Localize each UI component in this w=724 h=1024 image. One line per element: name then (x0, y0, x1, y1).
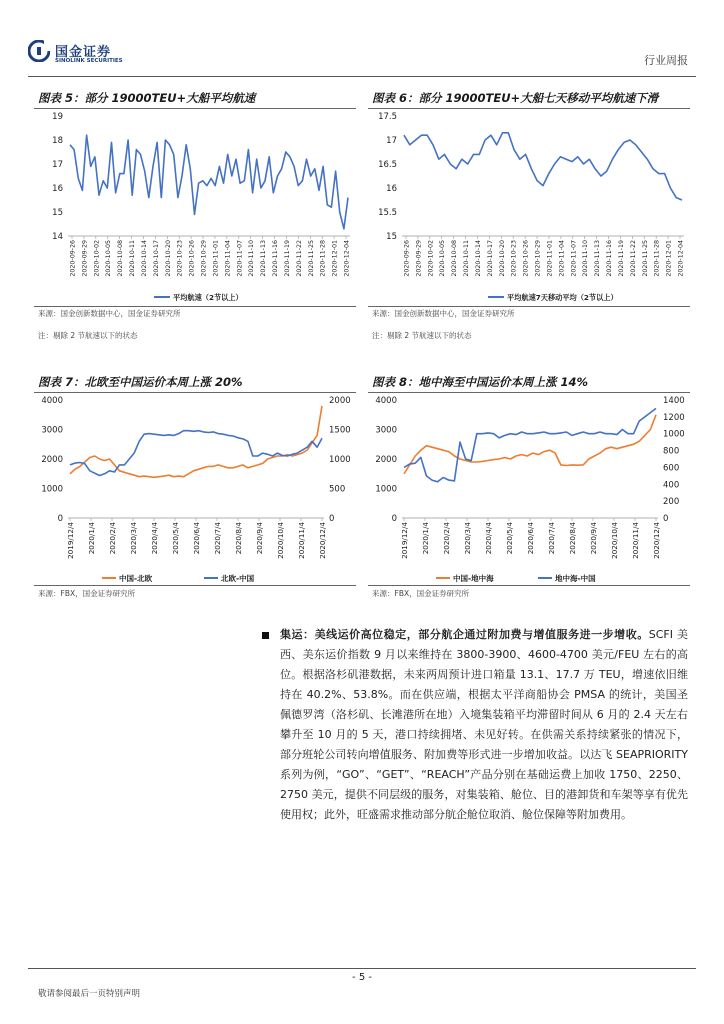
x-tick-label: 2019/12/4 (66, 522, 75, 559)
x-tick-label: 2020/1/4 (421, 522, 430, 555)
x-tick-label: 2019/12/4 (400, 522, 409, 559)
y-tick-label: 18 (52, 136, 63, 146)
x-tick-label: 2020-09-26 (403, 240, 411, 277)
figure8-title: 图表 8：地中海至中国运价本周上涨 14% (372, 375, 589, 389)
x-tick-label: 2020/12/4 (652, 522, 661, 559)
x-tick-label: 2020-12-01 (665, 240, 673, 277)
y-right-tick-label: 600 (663, 463, 680, 474)
y-right-tick-label: 400 (663, 480, 680, 491)
y-tick-label: 17 (386, 136, 397, 146)
y-right-tick-label: 500 (329, 484, 346, 495)
x-tick-label: 2020/2/4 (442, 522, 451, 555)
x-tick-label: 2020-10-20 (164, 240, 172, 277)
report-type: 行业周报 (644, 54, 688, 67)
body-text: SCFI 美西、美东运价指数 9 月以来维持在 3800-3900、4600-4700 美元/FEU 左右的高位。根据洛杉矶港数据，未来两周预计进口箱量 13.1、17.7 万 TEU，增速依旧维持在 40.2%、53.8%。而在供应端，根据太平洋商船协会 PMSA 的统计，美国圣佩德罗湾（洛杉矶、长滩港所在地）入境集装箱平均滞留时间从 6 月的 2.4 天左右攀升至 10 月的 5 天，港口持续拥堵、未见好转。在供需关系持续紧张的情况下，部分班轮公司转向增值服务、附加费等形式进一步增加收益。以达飞 SEAPRIORITY 系列为例，“GO”、“GET”、“REACH”产品分别在基础运费上加收 1750、2250、2750 美元，提供不同层级的服务，对集装箱、舱位、目的港卸货和车架等享有优先使用权；此外，旺盛需求推动部分航企舱位取消、舱位保障等附加费用。 (280, 628, 689, 821)
figure6-source: 来源：国金创新数据中心，国金证券研究所 (372, 309, 515, 318)
legend-label-b: 地中海-中国 (555, 574, 596, 583)
x-tick-label: 2020-11-28 (319, 240, 327, 277)
x-tick-label: 2020-12-01 (331, 240, 339, 277)
x-tick-label: 2020-11-19 (283, 240, 291, 277)
x-tick-label: 2020/6/4 (192, 522, 201, 555)
footer-disclaimer: 敬请参阅最后一页特别声明 (38, 989, 141, 999)
x-tick-label: 2020-10-20 (498, 240, 506, 277)
y-left-tick-label: 1000 (375, 484, 397, 495)
x-tick-label: 2020/1/4 (87, 522, 96, 555)
y-right-tick-label: 800 (663, 446, 680, 457)
x-tick-label: 2020-10-17 (152, 240, 160, 277)
y-right-tick-label: 1000 (329, 455, 351, 465)
brand-name-en: SINOLINK SECURITIES (55, 58, 123, 64)
x-tick-label: 2020-11-25 (307, 240, 315, 277)
x-tick-label: 2020-11-04 (224, 240, 232, 277)
x-tick-label: 2020-10-23 (176, 240, 184, 277)
x-tick-label: 2020/3/4 (463, 522, 472, 555)
y-tick-label: 16 (52, 184, 63, 194)
x-tick-label: 2020-11-13 (260, 240, 268, 277)
y-tick-label: 19 (52, 112, 63, 122)
brand-logo-icon (28, 40, 50, 62)
legend-label-a: 中国-地中海 (453, 574, 494, 583)
bullet-square-icon (262, 632, 269, 639)
footer-divider (28, 968, 696, 969)
x-tick-label: 2020-10-11 (463, 240, 471, 277)
legend-label: 平均航速7天移动平均（2节以上） (507, 293, 618, 302)
y-left-tick-label: 3000 (375, 425, 397, 436)
x-tick-label: 2020/12/4 (318, 522, 327, 559)
series-a-line (70, 406, 322, 477)
x-tick-label: 2020/8/4 (568, 522, 577, 555)
y-tick-label: 16.5 (378, 160, 397, 170)
x-tick-label: 2020/7/4 (547, 522, 556, 555)
y-right-tick-label: 0 (329, 514, 335, 524)
x-tick-label: 2020-10-29 (534, 240, 542, 277)
x-tick-label: 2020-10-08 (451, 240, 459, 277)
y-tick-label: 15 (386, 232, 397, 242)
x-tick-label: 2020-10-14 (140, 240, 148, 277)
y-right-tick-label: 0 (663, 514, 669, 524)
x-tick-label: 2020-10-08 (117, 240, 125, 277)
header-divider (28, 76, 696, 77)
series-b-line (70, 431, 322, 476)
figure6-title: 图表 6：部分 19000TEU+大船七天移动平均航速下滑 (372, 91, 659, 105)
figure6-bottom-rule (368, 306, 690, 307)
y-left-tick-label: 4000 (41, 396, 63, 406)
x-tick-label: 2020-10-14 (474, 240, 482, 277)
x-tick-label: 2020/4/4 (150, 522, 159, 555)
x-tick-label: 2020-09-26 (69, 240, 77, 277)
x-tick-label: 2020-11-22 (295, 240, 303, 277)
x-tick-label: 2020-11-01 (546, 240, 554, 277)
y-left-tick-label: 1000 (41, 484, 63, 495)
figure5-bottom-rule (34, 306, 356, 307)
figure6-note: 注：剔除 2 节航速以下的状态 (372, 331, 472, 340)
x-tick-label: 2020/7/4 (213, 522, 222, 555)
y-left-tick-label: 2000 (41, 455, 63, 465)
y-tick-label: 14 (52, 232, 63, 242)
x-tick-label: 2020-11-16 (272, 239, 280, 277)
figure7-title: 图表 7：北欧至中国运价本周上涨 20% (38, 375, 243, 389)
y-right-tick-label: 1400 (663, 396, 685, 406)
y-left-tick-label: 3000 (41, 425, 63, 436)
x-tick-label: 2020/10/4 (610, 522, 619, 559)
figure8-bottom-rule (368, 585, 690, 586)
x-tick-label: 2020-11-10 (582, 240, 590, 277)
y-left-tick-label: 4000 (375, 396, 397, 406)
series-b-line (404, 408, 656, 481)
x-tick-label: 2020-10-11 (129, 240, 137, 277)
x-tick-label: 2020/5/4 (505, 522, 514, 555)
x-tick-label: 2020-10-02 (427, 240, 435, 277)
series-line (404, 133, 682, 200)
figure6-chart (368, 108, 690, 306)
x-tick-label: 2020/6/4 (526, 522, 535, 555)
figure8-source: 来源：FBX，国金证券研究所 (372, 589, 470, 598)
y-right-tick-label: 1200 (663, 412, 685, 423)
figure7-bottom-rule (34, 585, 356, 586)
y-tick-label: 17.5 (378, 112, 397, 122)
x-tick-label: 2020-11-25 (641, 240, 649, 277)
x-tick-label: 2020-11-07 (236, 240, 244, 277)
y-tick-label: 15 (52, 208, 63, 218)
x-tick-label: 2020-10-26 (188, 240, 196, 277)
figure5-note: 注：剔除 2 节航速以下的状态 (38, 331, 138, 340)
figure5-source: 来源：国金创新数据中心，国金证券研究所 (38, 309, 181, 318)
figure5-title: 图表 5：部分 19000TEU+大船平均航速 (38, 91, 256, 105)
body-lead: 集运：美线运价高位稳定，部分航企通过附加费与增值服务进一步增收。 (280, 628, 649, 641)
body-paragraph (280, 625, 688, 825)
x-tick-label: 2020-10-29 (200, 240, 208, 277)
x-tick-label: 2020-10-05 (105, 240, 113, 277)
x-tick-label: 2020-11-04 (558, 240, 566, 277)
legend-label-b: 北欧-中国 (221, 574, 255, 583)
x-tick-label: 2020/11/4 (297, 522, 306, 559)
y-left-tick-label: 2000 (375, 455, 397, 465)
x-tick-label: 2020-10-17 (486, 240, 494, 277)
x-tick-label: 2020-10-05 (439, 240, 447, 277)
y-right-tick-label: 200 (663, 497, 680, 508)
x-tick-label: 2020/5/4 (171, 522, 180, 555)
y-tick-label: 16 (386, 184, 397, 194)
x-tick-label: 2020-11-28 (653, 240, 661, 277)
x-tick-label: 2020-11-07 (570, 240, 578, 277)
x-tick-label: 2020/3/4 (129, 522, 138, 555)
x-tick-label: 2020-10-26 (522, 240, 530, 277)
x-tick-label: 2020/2/4 (108, 522, 117, 555)
x-tick-label: 2020-12-04 (677, 240, 685, 277)
legend-label-a: 中国-北欧 (119, 574, 153, 583)
figure8-chart (368, 392, 690, 585)
brand-name-cn: 国金证券 (55, 45, 112, 60)
x-tick-label: 2020/8/4 (234, 522, 243, 555)
x-tick-label: 2020-11-13 (594, 240, 602, 277)
figure7-source: 来源：FBX，国金证券研究所 (38, 589, 136, 598)
y-right-tick-label: 2000 (329, 396, 351, 406)
figure7-chart (34, 392, 356, 585)
x-tick-label: 2020-09-29 (81, 240, 89, 277)
x-tick-label: 2020-11-10 (248, 240, 256, 277)
figure5-chart (34, 108, 356, 306)
series-a-line (404, 415, 656, 474)
x-tick-label: 2020-11-16 (606, 239, 614, 277)
legend-label: 平均航速（2节以上） (173, 293, 243, 302)
x-tick-label: 2020-09-29 (415, 240, 423, 277)
y-left-tick-label: 0 (57, 514, 63, 524)
x-tick-label: 2020/9/4 (589, 522, 598, 555)
x-tick-label: 2020-11-01 (212, 240, 220, 277)
x-tick-label: 2020/4/4 (484, 522, 493, 555)
series-line (70, 135, 348, 229)
y-tick-label: 15.5 (378, 208, 397, 218)
x-tick-label: 2020/9/4 (255, 522, 264, 555)
y-tick-label: 17 (52, 160, 63, 170)
x-tick-label: 2020-10-02 (93, 240, 101, 277)
x-tick-label: 2020-11-22 (629, 240, 637, 277)
y-left-tick-label: 0 (391, 514, 397, 524)
x-tick-label: 2020-12-04 (343, 240, 351, 277)
y-right-tick-label: 1000 (663, 429, 685, 440)
y-right-tick-label: 1500 (329, 425, 351, 436)
x-tick-label: 2020-10-23 (510, 240, 518, 277)
x-tick-label: 2020/11/4 (631, 522, 640, 559)
x-tick-label: 2020/10/4 (276, 522, 285, 559)
x-tick-label: 2020-11-19 (617, 240, 625, 277)
page-number: - 5 - (352, 972, 372, 983)
